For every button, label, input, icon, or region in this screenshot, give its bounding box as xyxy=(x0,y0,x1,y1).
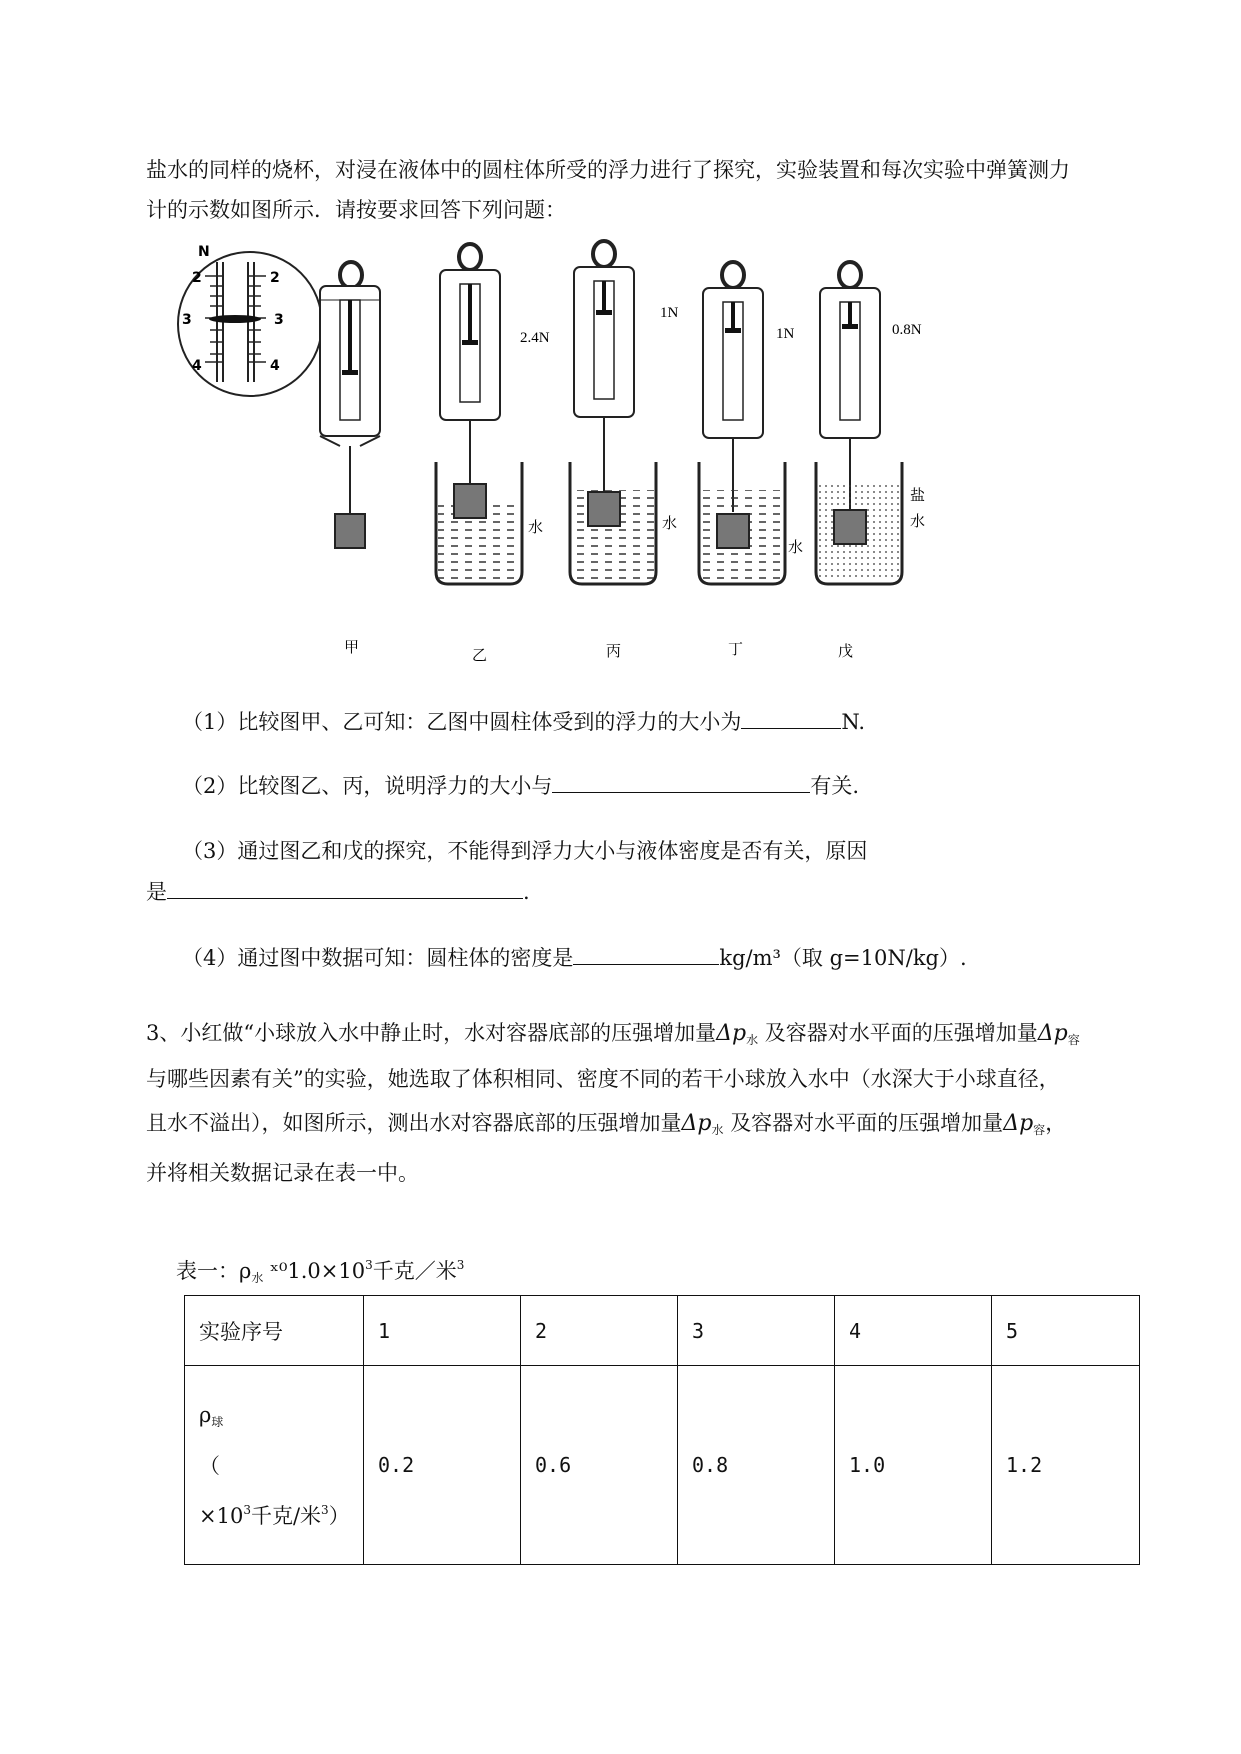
density-symbol xyxy=(199,1393,363,1444)
intro-line-1: 盐水的同样的烧杯，对浸在液体中的圆柱体所受的浮力进行了探究，实验装置和每次实验中弹簧测力 xyxy=(146,158,1070,182)
answer-blank-4[interactable] xyxy=(573,940,719,965)
spring-scale-ding xyxy=(699,262,785,584)
problem-3-line-1 xyxy=(146,1016,1080,1057)
caption-ding: 丁 xyxy=(728,640,744,658)
spring-scale-wu xyxy=(816,262,902,584)
zoom-tick-right-4: 4 xyxy=(270,358,280,374)
trial-cell: 2 xyxy=(521,1296,678,1366)
delta-p-sub-water: 水 xyxy=(711,1123,724,1137)
spring-scale-jia xyxy=(320,262,380,548)
question-1-unit: N. xyxy=(841,710,866,734)
density-label-cell xyxy=(185,1366,364,1565)
reading-yi: 2.4N xyxy=(520,330,550,346)
reading-wu: 0.8N xyxy=(892,322,922,338)
question-3-line-2 xyxy=(146,874,530,909)
unit-close-paren: ） xyxy=(328,1503,350,1528)
trial-cell: 3 xyxy=(678,1296,835,1366)
question-3-period: . xyxy=(523,880,530,904)
density-unit xyxy=(199,1488,363,1538)
delta-p-symbol: Δp xyxy=(1037,1021,1068,1046)
zoom-tick-right-2: 2 xyxy=(270,270,280,286)
question-1-text: （1）比较图甲、乙可知：乙图中圆柱体受到的浮力的大小为 xyxy=(182,710,742,734)
zoom-tick-left-2: 2 xyxy=(192,270,202,286)
delta-p-symbol: Δp xyxy=(1003,1111,1034,1136)
reading-ding: 1N xyxy=(776,326,795,342)
liquid-label-salt-1: 盐 xyxy=(910,486,926,504)
spring-scale-figure xyxy=(170,244,1010,672)
liquid-label-ding: 水 xyxy=(788,538,804,556)
rho-symbol: ρ xyxy=(199,1402,212,1427)
zoom-tick-left-3: 3 xyxy=(182,312,192,328)
answer-blank-2[interactable] xyxy=(552,768,810,793)
question-3-line-1: （3）通过图乙和戊的探究，不能得到浮力大小与液体密度是否有关，原因 xyxy=(182,839,868,863)
liquid-label-yi: 水 xyxy=(528,518,544,536)
reading-bing: 1N xyxy=(660,305,679,321)
spring-scale-yi xyxy=(436,244,522,584)
answer-blank-3[interactable] xyxy=(167,874,523,899)
problem-3-line-4: 并将相关数据记录在表一中。 xyxy=(146,1161,419,1185)
question-4-text: （4）通过图中数据可知：圆柱体的密度是 xyxy=(182,946,574,970)
rho-sub-water: 水 xyxy=(251,1271,264,1285)
table-1-caption-unit: 千克／米 xyxy=(372,1259,457,1283)
table-1-caption-value: ˣ⁰1.0×10 xyxy=(263,1259,366,1283)
unit-text: 千克/米 xyxy=(250,1503,322,1528)
question-4 xyxy=(182,940,967,975)
unit-factor: ×10 xyxy=(199,1503,244,1528)
table-1-caption-exponent: 3 xyxy=(365,1258,373,1272)
trial-cell: 4 xyxy=(835,1296,992,1366)
answer-blank-1[interactable] xyxy=(741,704,841,729)
question-2-tail: 有关. xyxy=(810,774,860,798)
zoom-tick-right-3: 3 xyxy=(274,312,284,328)
problem-3-text-b: 及容器对水平面的压强增加量 xyxy=(764,1021,1038,1045)
caption-jia: 甲 xyxy=(344,638,360,656)
table-1 xyxy=(184,1295,1140,1565)
problem-3-text-c: 且水不溢出），如图所示，测出水对容器底部的压强增加量 xyxy=(146,1111,682,1135)
unit-exponent: 3 xyxy=(243,1502,251,1517)
delta-p-sub-container: 容 xyxy=(1067,1033,1080,1047)
caption-wu: 戊 xyxy=(838,642,854,660)
delta-p-symbol: Δp xyxy=(716,1021,747,1046)
table-header-row xyxy=(185,1296,1140,1366)
liquid-label-salt-2: 水 xyxy=(910,512,926,530)
spring-scale-bing xyxy=(570,241,656,584)
density-cell: 0.2 xyxy=(364,1366,521,1565)
density-cell: 0.6 xyxy=(521,1366,678,1565)
density-cell: 1.2 xyxy=(992,1366,1140,1565)
density-cell: 1.0 xyxy=(835,1366,992,1565)
unit-exponent-2: 3 xyxy=(321,1502,329,1517)
delta-p-sub-water: 水 xyxy=(746,1033,759,1047)
density-paren: （ xyxy=(199,1453,220,1478)
header-label-cell: 实验序号 xyxy=(185,1296,364,1366)
caption-bing: 丙 xyxy=(606,642,622,660)
problem-3-line-3 xyxy=(146,1106,1066,1147)
trial-cell: 1 xyxy=(364,1296,521,1366)
problem-3-line-2: 与哪些因素有关”的实验，她选取了体积相同、密度不同的若干小球放入水中（水深大于小球直径， xyxy=(146,1067,1060,1091)
table-1-caption-label: 表一： xyxy=(176,1259,239,1283)
problem-3-text-d: 及容器对水平面的压强增加量 xyxy=(730,1111,1004,1135)
caption-yi: 乙 xyxy=(472,646,488,664)
question-2 xyxy=(182,768,859,803)
table-1-caption xyxy=(176,1248,464,1295)
delta-p-sub-container: 容 xyxy=(1033,1123,1046,1137)
intro-line-2: 计的示数如图所示．请按要求回答下列问题： xyxy=(146,198,566,222)
question-3-prefix: 是 xyxy=(146,880,167,904)
delta-p-symbol: Δp xyxy=(681,1111,712,1136)
liquid-label-bing: 水 xyxy=(662,514,678,532)
zoom-n-label: N xyxy=(198,244,210,260)
rho-sub-ball: 球 xyxy=(211,1414,224,1429)
density-row xyxy=(185,1366,1140,1565)
trial-cell: 5 xyxy=(992,1296,1140,1366)
zoom-tick-left-4: 4 xyxy=(192,358,202,374)
table-1-caption-unit-exponent: 3 xyxy=(456,1258,465,1272)
question-1 xyxy=(182,704,865,739)
question-2-text: （2）比较图乙、丙，说明浮力的大小与 xyxy=(182,774,553,798)
density-cell: 0.8 xyxy=(678,1366,835,1565)
problem-3-comma: ， xyxy=(1045,1111,1067,1135)
problem-3-text-a: 3、小红做“小球放入水中静止时，水对容器底部的压强增加量 xyxy=(146,1021,717,1045)
rho-symbol: ρ xyxy=(239,1259,252,1283)
question-4-unit: kg/m³（取 g=10N/kg）. xyxy=(719,946,967,970)
